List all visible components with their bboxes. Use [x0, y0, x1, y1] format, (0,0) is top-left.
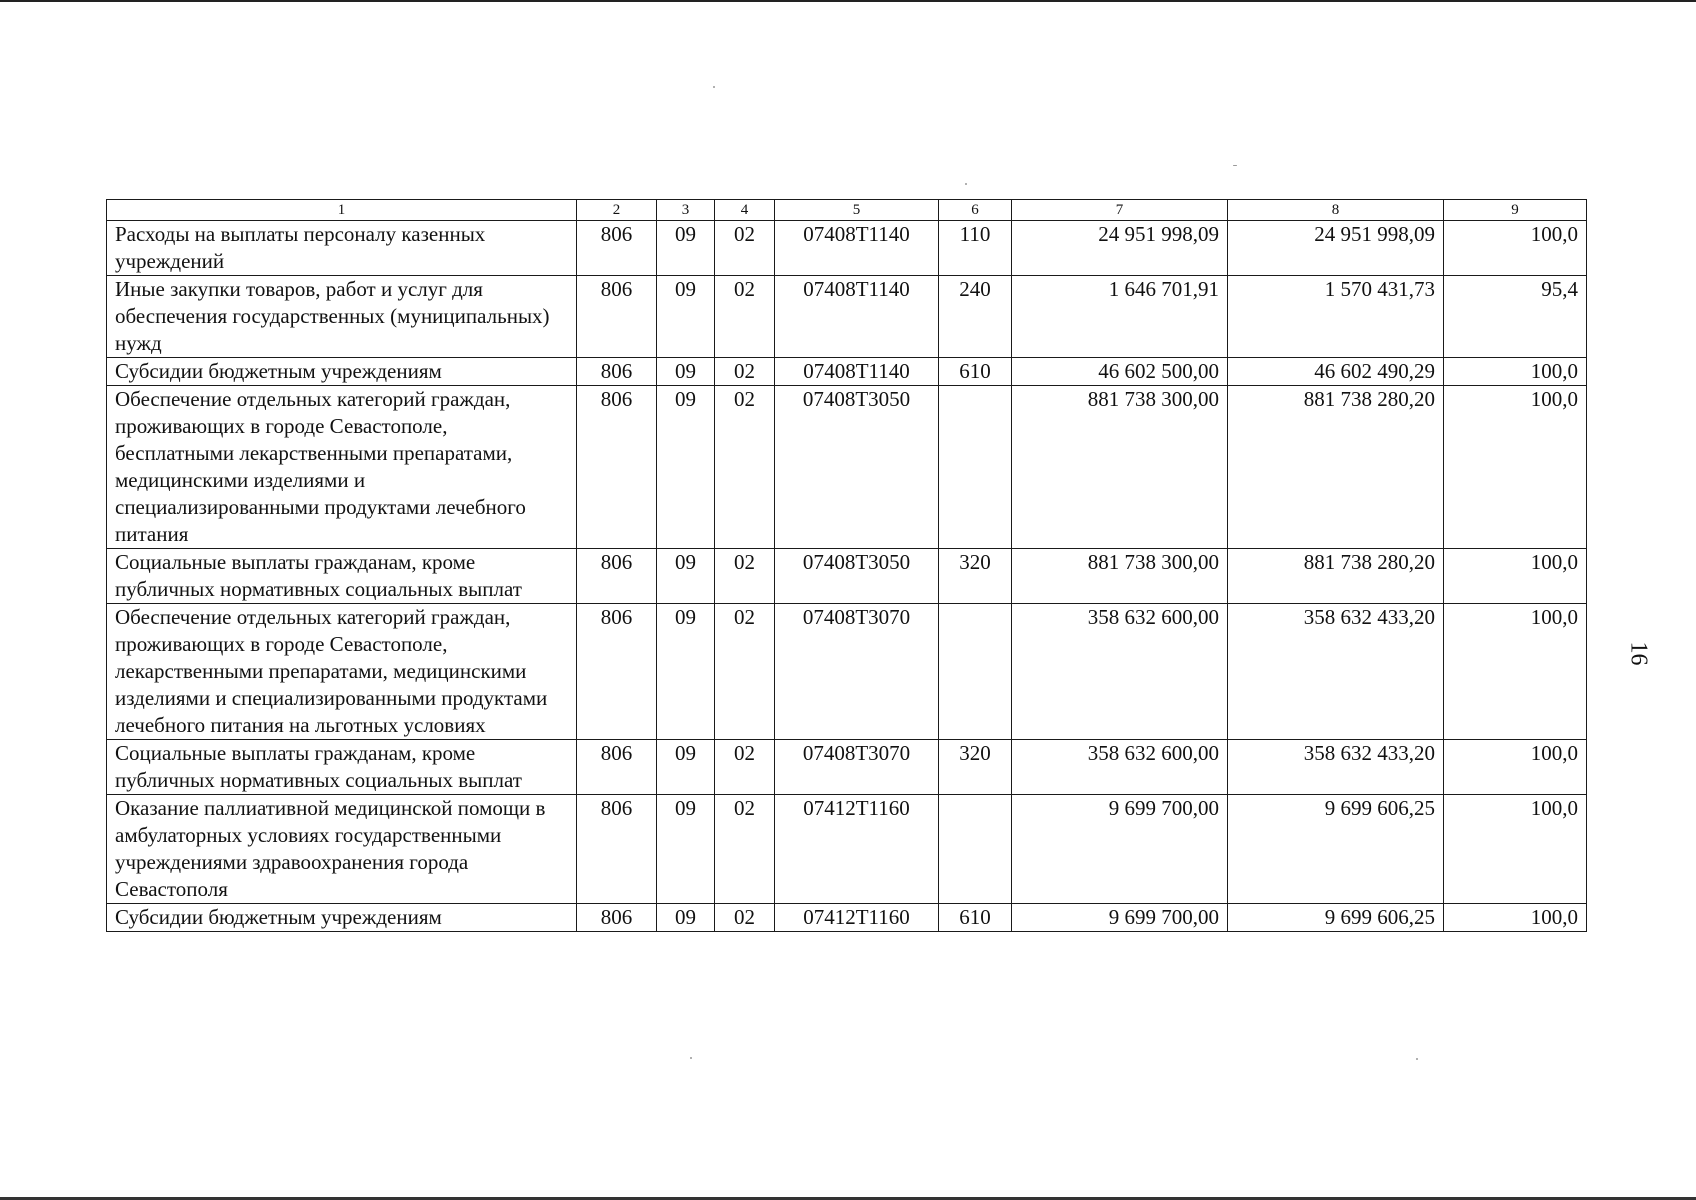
- row-col2: 806: [577, 740, 657, 795]
- row-col3: 09: [657, 358, 715, 386]
- row-col3: 09: [657, 549, 715, 604]
- row-col5: 07408Т1140: [775, 221, 939, 276]
- scan-top-border: [0, 0, 1696, 2]
- row-col9: 100,0: [1444, 549, 1587, 604]
- row-name: Субсидии бюджетным учреждениям: [107, 358, 577, 386]
- row-col4: 02: [715, 358, 775, 386]
- row-name: Расходы на выплаты персоналу казенных учреждений: [107, 221, 577, 276]
- row-name: Социальные выплаты гражданам, кроме публичных нормативных социальных выплат: [107, 549, 577, 604]
- table-row: [107, 740, 1587, 795]
- col-header-9: 9: [1444, 200, 1587, 221]
- row-col4: 02: [715, 795, 775, 904]
- budget-table: [106, 199, 1587, 932]
- row-col7: 1 646 701,91: [1012, 276, 1228, 358]
- col-header-5: 5: [775, 200, 939, 221]
- row-col7: 358 632 600,00: [1012, 740, 1228, 795]
- row-col7: 881 738 300,00: [1012, 386, 1228, 549]
- row-col7: 9 699 700,00: [1012, 904, 1228, 932]
- table-header-row: [107, 200, 1587, 221]
- table-row: [107, 604, 1587, 740]
- row-col5: 07408Т3050: [775, 386, 939, 549]
- row-col8: 24 951 998,09: [1228, 221, 1444, 276]
- row-col9: 100,0: [1444, 358, 1587, 386]
- row-col9: 100,0: [1444, 604, 1587, 740]
- row-col8: 46 602 490,29: [1228, 358, 1444, 386]
- row-col5: 07412Т1160: [775, 795, 939, 904]
- row-col5: 07408Т1140: [775, 358, 939, 386]
- row-col8: 9 699 606,25: [1228, 795, 1444, 904]
- col-header-6: 6: [939, 200, 1012, 221]
- row-col2: 806: [577, 358, 657, 386]
- col-header-7: 7: [1012, 200, 1228, 221]
- col-header-3: 3: [657, 200, 715, 221]
- row-col5: 07408Т1140: [775, 276, 939, 358]
- row-col4: 02: [715, 604, 775, 740]
- row-col9: 100,0: [1444, 904, 1587, 932]
- row-col6: 610: [939, 904, 1012, 932]
- row-col3: 09: [657, 386, 715, 549]
- col-header-1: 1: [107, 200, 577, 221]
- col-header-2: 2: [577, 200, 657, 221]
- row-col8: 881 738 280,20: [1228, 386, 1444, 549]
- row-name: Обеспечение отдельных категорий граждан, проживающих в городе Севастополе, бесплатными лекарственными препаратами, медицинскими изделиями и специализированными продуктами лечебного питания: [107, 386, 577, 549]
- row-col4: 02: [715, 740, 775, 795]
- row-col6: [939, 604, 1012, 740]
- scan-speck: [965, 183, 967, 185]
- scan-speck: [1416, 1058, 1418, 1060]
- row-col2: 806: [577, 386, 657, 549]
- row-col8: 9 699 606,25: [1228, 904, 1444, 932]
- row-col4: 02: [715, 221, 775, 276]
- row-col7: 24 951 998,09: [1012, 221, 1228, 276]
- row-col8: 358 632 433,20: [1228, 740, 1444, 795]
- row-col8: 1 570 431,73: [1228, 276, 1444, 358]
- col-header-4: 4: [715, 200, 775, 221]
- row-col5: 07408Т3070: [775, 740, 939, 795]
- row-col9: 100,0: [1444, 740, 1587, 795]
- table-row: [107, 795, 1587, 904]
- row-name: Обеспечение отдельных категорий граждан, проживающих в городе Севастополе, лекарственными препаратами, медицинскими изделиями и специализированными продуктами лечебного питания на льготных условиях: [107, 604, 577, 740]
- row-col9: 100,0: [1444, 386, 1587, 549]
- table-row: [107, 386, 1587, 549]
- row-name: Субсидии бюджетным учреждениям: [107, 904, 577, 932]
- row-col2: 806: [577, 795, 657, 904]
- row-col6: 110: [939, 221, 1012, 276]
- row-col3: 09: [657, 904, 715, 932]
- row-col8: 358 632 433,20: [1228, 604, 1444, 740]
- page-number: 16: [1625, 641, 1652, 666]
- row-col7: 9 699 700,00: [1012, 795, 1228, 904]
- row-col5: 07408Т3050: [775, 549, 939, 604]
- col-header-8: 8: [1228, 200, 1444, 221]
- row-col3: 09: [657, 604, 715, 740]
- row-col5: 07408Т3070: [775, 604, 939, 740]
- row-col6: [939, 386, 1012, 549]
- table-row: [107, 904, 1587, 932]
- row-name: Иные закупки товаров, работ и услуг для обеспечения государственных (муниципальных) нужд: [107, 276, 577, 358]
- row-col6: [939, 795, 1012, 904]
- table-row: [107, 221, 1587, 276]
- row-col5: 07412Т1160: [775, 904, 939, 932]
- row-col3: 09: [657, 795, 715, 904]
- row-col3: 09: [657, 740, 715, 795]
- row-name: Социальные выплаты гражданам, кроме публичных нормативных социальных выплат: [107, 740, 577, 795]
- row-col3: 09: [657, 276, 715, 358]
- row-col6: 320: [939, 549, 1012, 604]
- table-row: [107, 276, 1587, 358]
- table-row: [107, 549, 1587, 604]
- row-col7: 46 602 500,00: [1012, 358, 1228, 386]
- row-name: Оказание паллиативной медицинской помощи в амбулаторных условиях государственными учреждениями здравоохранения города Севастополя: [107, 795, 577, 904]
- row-col4: 02: [715, 386, 775, 549]
- row-col2: 806: [577, 221, 657, 276]
- row-col6: 320: [939, 740, 1012, 795]
- scan-speck: [690, 1057, 692, 1059]
- row-col3: 09: [657, 221, 715, 276]
- row-col6: 610: [939, 358, 1012, 386]
- row-col4: 02: [715, 904, 775, 932]
- row-col2: 806: [577, 904, 657, 932]
- row-col9: 95,4: [1444, 276, 1587, 358]
- row-col4: 02: [715, 276, 775, 358]
- row-col6: 240: [939, 276, 1012, 358]
- row-col2: 806: [577, 604, 657, 740]
- row-col4: 02: [715, 549, 775, 604]
- row-col7: 881 738 300,00: [1012, 549, 1228, 604]
- scan-speck: [713, 86, 715, 88]
- row-col2: 806: [577, 276, 657, 358]
- scan-speck: [1233, 165, 1237, 166]
- row-col2: 806: [577, 549, 657, 604]
- table-row: [107, 358, 1587, 386]
- row-col9: 100,0: [1444, 221, 1587, 276]
- row-col9: 100,0: [1444, 795, 1587, 904]
- row-col8: 881 738 280,20: [1228, 549, 1444, 604]
- row-col7: 358 632 600,00: [1012, 604, 1228, 740]
